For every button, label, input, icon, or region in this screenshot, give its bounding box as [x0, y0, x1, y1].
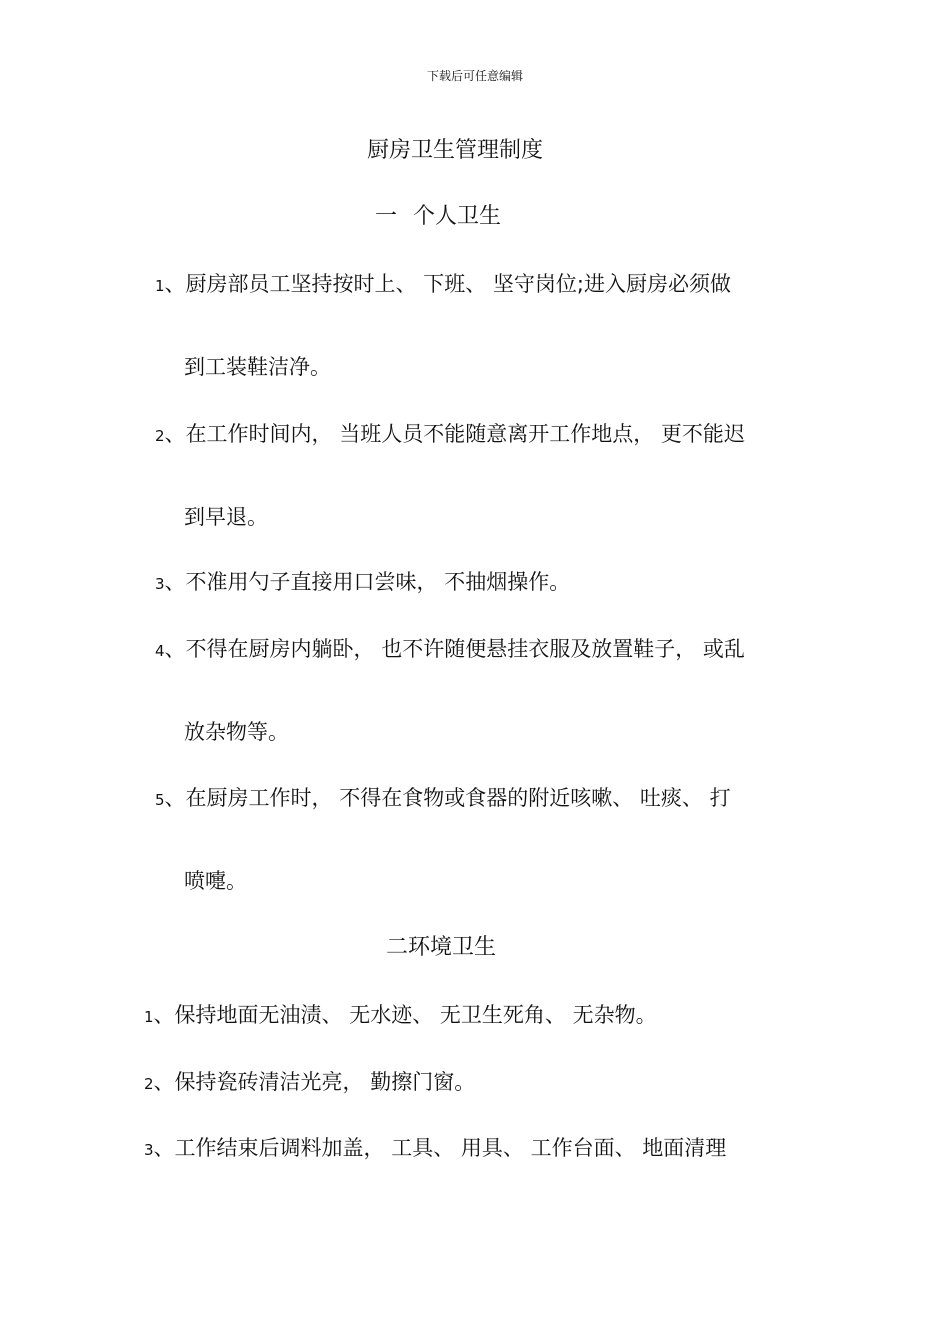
list-item: [155, 784, 731, 893]
item-text: 、工作结束后调料加盖， 工具、 用具、 工作台面、 地面清理: [153, 1136, 727, 1160]
item-number: 3: [144, 1141, 154, 1159]
item-text: 、不准用勺子直接用口尝味， 不抽烟操作。: [164, 570, 571, 594]
list-item: [144, 1134, 726, 1164]
document-title: 厨房卫生管理制度: [366, 138, 543, 163]
item-text: 、保持地面无油渍、 无水迹、 无卫生死角、 无杂物。: [153, 1003, 657, 1027]
item-text: 、不得在厨房内躺卧， 也不许随便悬挂衣服及放置鞋子， 或乱: [164, 637, 745, 661]
item-text-continued: 到早退。: [184, 505, 268, 529]
section-marker: 一: [375, 204, 398, 229]
list-item: [155, 420, 745, 529]
list-item: [144, 1001, 657, 1031]
item-text: 、保持瓷砖清洁光亮， 勤擦门窗。: [153, 1070, 476, 1094]
item-text-continued: 到工装鞋洁净。: [184, 355, 331, 379]
item-number: 2: [155, 427, 165, 445]
section-heading-environmental-hygiene: 二环境卫生: [386, 935, 497, 960]
item-number: 1: [144, 1008, 154, 1026]
list-item: [155, 635, 745, 744]
item-text: 、在工作时间内， 当班人员不能随意离开工作地点， 更不能迟: [164, 422, 745, 446]
list-item: [155, 568, 570, 598]
section-heading-text: 个人卫生: [413, 204, 502, 229]
list-item: [155, 270, 731, 379]
item-text-continued: 放杂物等。: [184, 720, 289, 744]
item-number: 1: [155, 277, 165, 295]
item-number: 2: [144, 1075, 154, 1093]
item-number: 5: [155, 791, 165, 809]
item-text-continued: 喷嚏。: [184, 869, 247, 893]
section-heading-personal-hygiene: [375, 203, 501, 231]
item-number: 4: [155, 642, 165, 660]
item-text: 、厨房部员工坚持按时上、 下班、 坚守岗位;进入厨房必须做: [164, 272, 731, 296]
item-number: 3: [155, 575, 165, 593]
list-item: [144, 1068, 475, 1098]
header-note: 下载后可任意编辑: [426, 69, 523, 83]
item-text: 、在厨房工作时， 不得在食物或食器的附近咳嗽、 吐痰、 打: [164, 786, 731, 810]
